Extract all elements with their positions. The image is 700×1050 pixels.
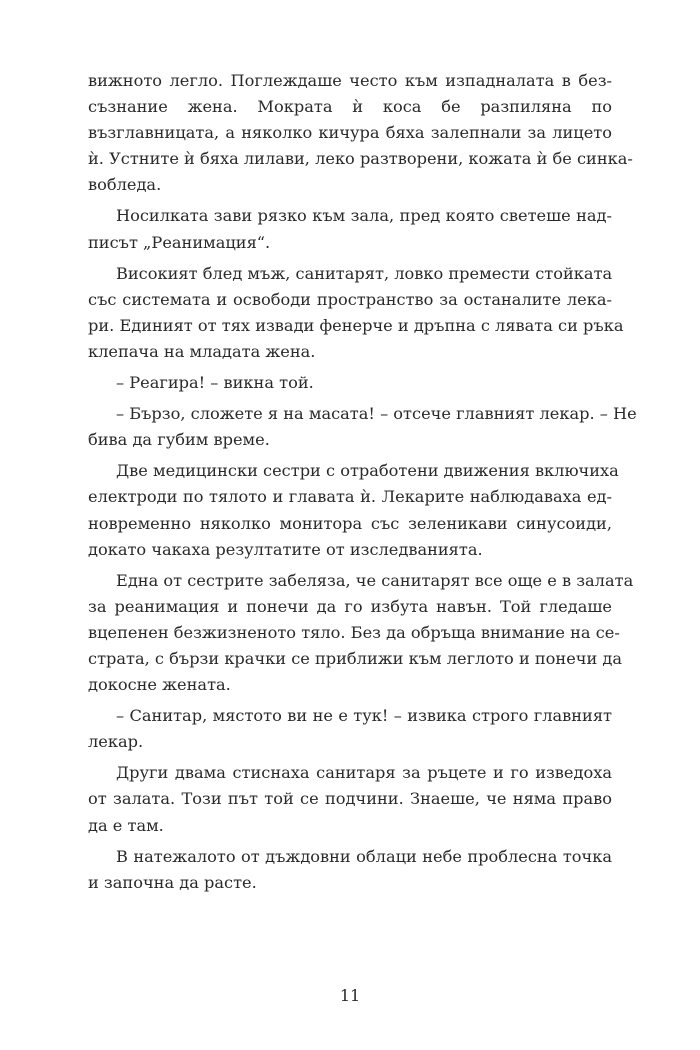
text-line: Носилката зави рязко към зала, пред която светеше над- [116,206,612,226]
text-line: вцепенен безжизненото тяло. Без да обръща внимание на се- [88,622,620,642]
text-line: да е там. [88,815,164,835]
text-line: – Санитар, мястото ви не е тук! – извика строго главният [116,706,612,726]
paragraph [88,458,619,562]
text-line: В натежалото от дъждовни облаци небе проблесна точка [116,846,612,866]
text-line: докосне жената. [88,675,231,695]
paragraph [88,203,612,255]
text-line: ри. Единият от тях извади фенерче и дръпна с лявата си ръка [88,315,624,335]
text-line: от залата. Този път той се подчини. Знаеше, че няма право [88,789,612,809]
text-line: новременно няколко монитора със зеленикави синусоиди, [88,513,612,533]
paragraph [88,703,612,755]
text-line: клепача на младата жена. [88,341,316,361]
text-line: за реанимация и понечи да го избута навън. Той гледаше [88,596,612,616]
text-line: – Бързо, сложете я на масата! – отсече главният лекар. – Не [116,404,637,424]
paragraph [88,370,612,396]
text-line: докато чакаха резултатите от изследванията. [88,539,483,559]
paragraph [88,68,633,198]
paragraph [88,760,612,838]
text-line: ѝ. Устните ѝ бяха лилави, леко разтворени, кожата ѝ бе синка- [88,149,633,169]
body-text [88,68,637,896]
text-line: вобледа. [88,175,162,195]
text-line: възглавницата, а няколко кичура бяха залепнали за лицето [88,123,612,143]
text-line: със системата и освободи пространство за останалите лека- [88,289,612,309]
text-line: Други двама стиснаха санитаря за ръцете и го изведоха [116,763,612,783]
page-number: 11 [339,986,361,1005]
text-line: писът „Реанимация“. [88,232,271,252]
text-line: съзнание жена. Мократа ѝ коса бе разпиляна по [88,97,612,117]
text-line: електроди по тялото и главата ѝ. Лекарите наблюдаваха ед- [88,487,612,507]
paragraph [88,261,624,365]
text-line: Високият блед мъж, санитарят, ловко премести стойката [116,263,613,283]
paragraph [88,568,634,698]
text-line: и започна да расте. [88,872,257,892]
text-line: бива да губим време. [88,430,270,450]
paragraph [88,401,637,453]
text-line: Една от сестрите забеляза, че санитарят все още е в залата [116,570,634,590]
text-line: Две медицински сестри с отработени движения включиха [116,461,619,481]
paragraph [88,844,612,896]
text-line: страта, с бързи крачки се приближи към леглото и понечи да [88,648,623,668]
text-line: – Реагира! – викна той. [116,373,314,393]
text-line: лекар. [88,732,144,752]
text-line: вижното легло. Поглеждаше често към изпадналата в без- [88,71,612,90]
